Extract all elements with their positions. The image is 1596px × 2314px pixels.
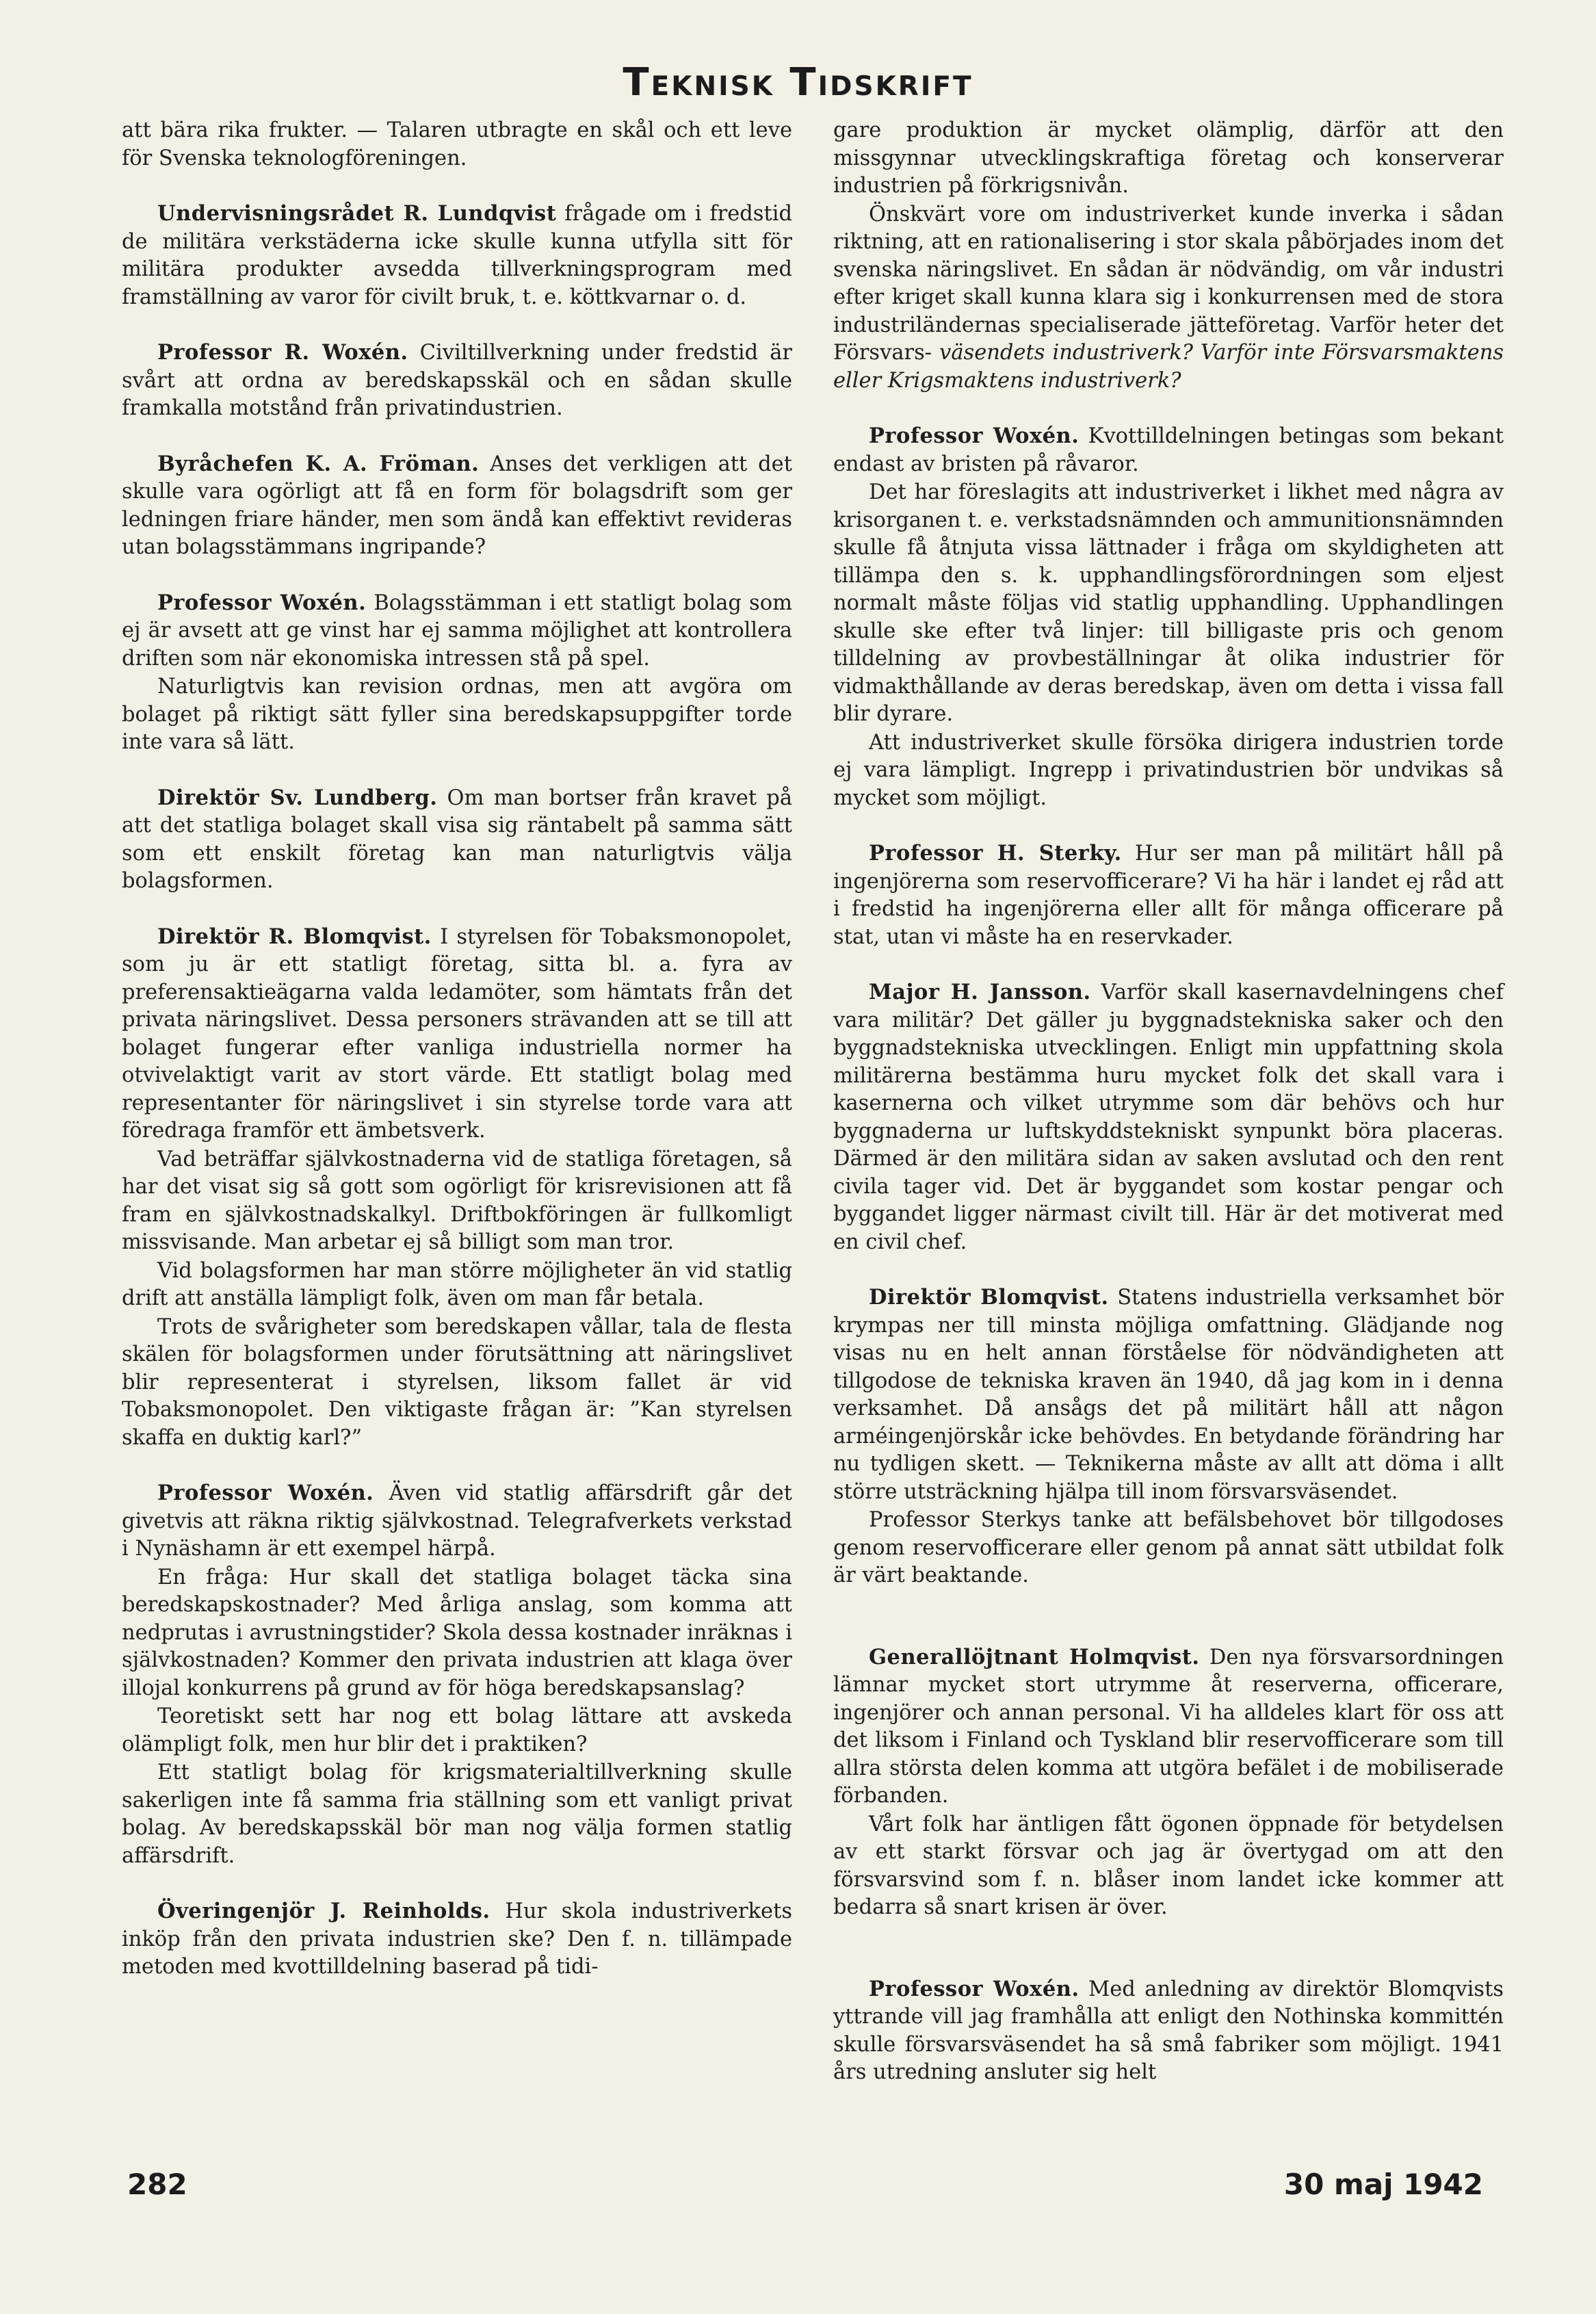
paragraph-speech: Undervisningsrådet R. Lundqvist frågade om i fredstid de militära verkstäderna icke skulle kunna utfylla sitt för militära produkter avsedda tillverkningsprogram med framställning av varor för civilt bruk, t. e. köttkvarnar o. d. — [122, 201, 792, 309]
issue-date: 30 maj 1942 — [1283, 2168, 1483, 2201]
paragraph-speech: Professor Woxén. Bolagsstämman i ett statligt bolag som ej är avsett att ge vinst har ej samma möjlighet att kontrollera driften som när ekonomiska intressen stå på spel. — [122, 590, 792, 671]
paragraph: Vårt folk har äntligen fått ögonen öppnade för betydelsen av ett starkt försvar och jag är övertygad om att den försvarsvind som f. n. blåser inom landet icke kommer att bedarra så snart krisen är över. — [833, 1812, 1504, 1919]
paragraph: Önskvärt vore om industriverket kunde inverka i sådan riktning, att en rationalisering i stor skala påbörjades inom det svenska näringslivet. En sådan är nödvändig, om vår industri efter kriget skall kunna klara sig i konkurrensen med de stora industriländernas specialiserade jätteföretag. Varför heter det Försvars- väsendets industriverk? Varför inte Försvarsmaktens eller Krigsmaktens industriverk? — [833, 202, 1504, 393]
paragraph-speech: Professor H. Sterky. Hur ser man på militärt håll på ingenjörerna som reservofficerare? Vi ha här i landet ej råd att i fredstid ha ingenjörerna eller allt för många officerare på stat, utan vi måste ha en reservkader. — [833, 841, 1504, 949]
speaker-name: Undervisningsrådet R. Lundqvist — [157, 201, 557, 226]
speaker-name: Professor Woxén. — [869, 1976, 1080, 2001]
paragraph-speech: Major H. Jansson. Varför skall kasernavdelningens chef vara militär? Det gäller ju byggnadstekniska saker och den byggnadstekniska utvecklingen. Enligt min uppfattning skola militärerna bestämma huru mycket folk det skall vara i kasernerna och vilket utrymme som där behövs och hur byggnaderna ur luftskyddstekniskt synpunkt böra placeras. Därmed är den militära sidan av saken avslutad och den rent civila tager vid. Det är byggandet som kostar pengar och byggandet ligger närmast civilt till. Här är det motiverat med en civil chef. — [833, 980, 1504, 1254]
journal-masthead: Teknisk Tidskrift — [623, 60, 973, 105]
paragraph-speech: Professor Woxén. Med anledning av direktör Blomqvists yttrande vill jag framhålla att enligt den Nothinska kommittén skulle försvarsväsendet ha så små fabriker som möjligt. 1941 års utredning ansluter sig helt — [833, 1976, 1504, 2084]
speaker-name: Direktör Blomqvist. — [869, 1285, 1109, 1310]
speaker-name: Professor Woxén. — [869, 424, 1080, 448]
speaker-name: Professor H. Sterky. — [869, 841, 1122, 866]
paragraph: En fråga: Hur skall det statliga bolaget täcka sina beredskapskostnader? Med årliga anslag, som komma att nedprutas i avrustningstider? Skola dessa kostnader inräknas i självkostnaden? Kommer den privata industrien att klaga över illojal konkurrens på grund av för höga beredskapsanslag? — [122, 1565, 792, 1700]
paragraph-speech: Överingenjör J. Reinholds. Hur skola industriverkets inköp från den privata industrien ske? Den f. n. tillämpade metoden med kvottilldelning baserad på tidi- — [122, 1899, 792, 1979]
paragraph-speech: Professor Woxén. Även vid statlig affärsdrift går det givetvis att räkna riktig självkostnad. Telegrafverkets verkstad i Nynäshamn är ett exempel härpå. — [122, 1481, 792, 1561]
paragraph: Trots de svårigheter som beredskapen vållar, tala de flesta skälen för bolagsformen under förutsättning att näringslivet blir representerat i styrelsen, liksom fallet är vid Tobaksmonopolet. Den viktigaste frågan är: ”Kan styrelsen skaffa en duktig karl?” — [122, 1314, 792, 1450]
right-column — [833, 116, 1504, 2087]
speaker-name: Professor Woxén. — [157, 590, 367, 615]
paragraph-speech: Direktör Blomqvist. Statens industriella verksamhet bör krympas ner till minsta möjliga omfattning. Glädjande nog visas nu en helt annan förståelse för nödvändigheten att tillgodose de tekniska kraven än 1940, då jag kom in i denna verksamhet. Då ansågs det på militärt håll att någon arméingenjörskår icke behövdes. En betydande förändring har nu tydligen skett. — Teknikerna måste av allt att döma i allt större utsträckning hjälpa till inom försvarsväsendet. — [833, 1285, 1504, 1504]
paragraph-speech: Professor R. Woxén. Civiltillverkning under fredstid är svårt att ordna av beredskapsskäl och en sådan skulle framkalla motstånd från privatindustrien. — [122, 340, 792, 420]
speaker-name: Direktör Sv. Lundberg. — [157, 785, 438, 810]
speaker-name: Professor Woxén. — [157, 1481, 374, 1505]
paragraph: Det har föreslagits att industriverket i likhet med några av krisorganen t. e. verkstadsnämnden och ammunitionsnämnden skulle få åtnjuta vissa lättnader i fråga om skyldigheten att tillämpa den s. k. upphandlingsförordningen som eljest normalt måste följas vid statlig upphandling. Upphandlingen skulle ske efter två linjer: till billigaste pris och genom tilldelning av provbeställningar åt olika industrier för vidmakthållande av deras beredskap, även om detta i vissa fall blir dyrare. — [833, 480, 1504, 726]
speaker-name: Professor R. Woxén. — [157, 340, 408, 365]
paragraph-speech: Direktör R. Blomqvist. I styrelsen för Tobaksmonopolet, som ju är ett statligt företag, sitta bl. a. fyra av preferensaktieägarna valda ledamöter, som hämtats från det privata näringslivet. Dessa personers strävanden att se till att bolaget fungerar efter vanliga industriella normer ha otvivelaktigt varit av stort värde. Ett statligt bolag med representanter för näringslivet i sin styrelse torde vara att föredraga framför ett ämbetsverk. — [122, 924, 793, 1143]
page-number: 282 — [127, 2168, 187, 2201]
paragraph: Teoretiskt sett har nog ett bolag lättare att avskeda olämpligt folk, men hur blir det i praktiken? — [122, 1704, 792, 1756]
paragraph: Vid bolagsformen har man större möjligheter än vid statlig drift att anställa lämpligt folk, även om man får betala. — [122, 1258, 792, 1310]
left-column — [122, 116, 792, 1981]
speaker-name: Överingenjör J. Reinholds. — [157, 1899, 490, 1923]
paragraph: Att industriverket skulle försöka dirigera industrien torde ej vara lämpligt. Ingrepp i privatindustrien bör undvikas så mycket som möjligt. — [833, 730, 1504, 810]
paragraph: Professor Sterkys tanke att befälsbehovet bör tillgodoses genom reservofficerare eller genom på annat sätt utbildat folk är värt beaktande. — [833, 1508, 1504, 1587]
paragraph-speech: Direktör Sv. Lundberg. Om man bortser från kravet på att det statliga bolaget skall visa sig räntabelt på samma sätt som ett enskilt företag kan man naturligtvis välja bolagsformen. — [122, 785, 792, 893]
paragraph: Ett statligt bolag för krigsmaterialtillverkning skulle sakerligen inte få samma fria ställning som ett vanligt privat bolag. Av beredskapsskäl bör man nog välja formen statlig affärsdrift. — [122, 1760, 792, 1868]
speaker-name: Major H. Jansson. — [869, 980, 1091, 1004]
paragraph: Vad beträffar självkostnaderna vid de statliga företagen, så har det visat sig så gott som ogörligt för krisrevisionen att få fram en självkostnadskalkyl. Driftbokföringen är fullkomligt missvisande. Man arbetar ej så billigt som man tror. — [122, 1147, 792, 1254]
speaker-name: Byråchefen K. A. Fröman. — [157, 451, 480, 476]
paragraph-speech: Generallöjtnant Holmqvist. Den nya försvarsordningen lämnar mycket stort utrymme åt reserverna, officerare, ingenjörer och annan personal. Vi ha alldeles klart för oss att det liksom i Finland och Tyskland blir reservofficerare som till allra största delen komma att utgöra befälet i de mobiliserade förbanden. — [833, 1644, 1504, 1808]
paragraph-speech: Professor Woxén. Kvottilldelningen betingas som bekant endast av bristen på råvaror. — [833, 424, 1504, 476]
speaker-name: Direktör R. Blomqvist. — [157, 924, 432, 949]
paragraph-speech: Byråchefen K. A. Fröman. Anses det verkligen att det skulle vara ogörligt att få en form för bolagsdrift som ger ledningen friare händer, men som ändå kan effektivt revideras utan bolagsstämmans ingripande? — [122, 451, 792, 559]
paragraph: gare produktion är mycket olämplig, därför att den missgynnar utvecklingskraftiga företag och konserverar industrien på förkrigsnivån. — [833, 118, 1504, 198]
paragraph: att bära rika frukter. — Talaren utbragte en skål och ett leve för Svenska teknologföreningen. — [122, 118, 792, 170]
speaker-name: Generallöjtnant Holmqvist. — [869, 1644, 1200, 1669]
paragraph: Naturligtvis kan revision ordnas, men att avgöra om bolaget på riktigt sätt fyller sina beredskapsuppgifter torde inte vara så lätt. — [122, 675, 792, 754]
